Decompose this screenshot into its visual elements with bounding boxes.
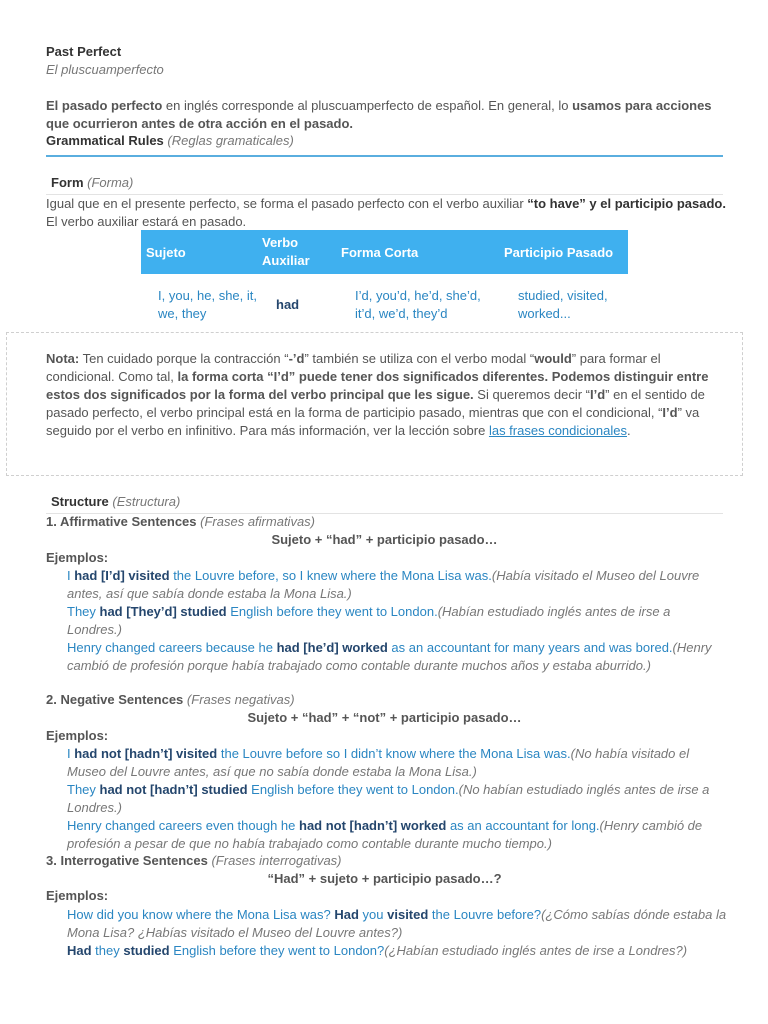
example-verb: had [They’d] studied	[99, 604, 227, 619]
example-sentence	[67, 942, 727, 960]
example-text: They	[67, 782, 100, 797]
table-header-cell: Verbo Auxiliar	[262, 230, 341, 274]
example-sentence	[67, 603, 727, 639]
example-verb: had [he’d] worked	[276, 640, 388, 655]
examples-label: Ejemplos:	[46, 888, 109, 903]
table-cell: I, you, he, she, it, we, they	[158, 288, 257, 321]
note-text: ” también se utiliza con el verbo modal “	[304, 351, 535, 366]
section-divider	[46, 155, 723, 157]
interrogative-title: 3. Interrogative Sentences	[46, 853, 208, 868]
note-text: Si queremos decir “	[473, 387, 590, 402]
example-text: English before they went to London.	[247, 782, 459, 797]
form-text-2: El verbo auxiliar estará en pasado.	[46, 214, 247, 229]
example-verb: visited	[387, 907, 429, 922]
page-title: Past Perfect	[46, 44, 122, 59]
example-sentence	[67, 567, 727, 603]
table-header-cell: Participio Pasado	[504, 230, 628, 274]
note-paragraph	[46, 350, 724, 440]
structure-heading	[51, 494, 180, 509]
table-header-cell: Forma Corta	[341, 230, 504, 274]
example-sentence	[67, 781, 727, 817]
example-text: How did you know where the Mona Lisa was?	[67, 907, 335, 922]
intro-text: en inglés corresponde al pluscuamperfecto de español. En general, lo	[162, 98, 573, 113]
example-verb: Had	[67, 943, 92, 958]
example-verb: studied	[123, 943, 170, 958]
note-text: ” en el sentido de pasado perfecto, el verbo principal está en la forma de participio pasado, mientras que con el condicional, “	[46, 387, 705, 420]
table-header-cell: Sujeto	[141, 230, 262, 274]
note-text: Ten cuidado porque la contracción “	[79, 351, 289, 366]
forms-table	[141, 230, 628, 336]
example-verb: had [I’d] visited	[74, 568, 170, 583]
example-text: the Louvre before, so I knew where the Mona Lisa was.	[169, 568, 492, 583]
example-translation: (Henry cambió de profesión a pesar de que no había trabajado como contable durante mucho tiempo.)	[67, 818, 703, 851]
note-bold: la forma corta “I’d” puede tener dos significados diferentes. Podemos distinguir entre estos dos significados por la forma del verbo principal que les sigue.	[46, 369, 709, 402]
example-sentence	[67, 817, 727, 853]
example-text: they	[91, 943, 124, 958]
note-bold: -’d	[288, 351, 305, 366]
example-translation: (Habían estudiado inglés antes de irse a Londres.)	[67, 604, 671, 637]
example-text: as an accountant for long.	[446, 818, 600, 833]
affirmative-heading	[46, 514, 315, 529]
example-translation: (Había visitado el Museo del Louvre antes, así que sabía donde estaba la Mona Lisa.)	[67, 568, 700, 601]
example-text: Henry changed careers even though he	[67, 818, 299, 833]
intro-bold: El pasado perfecto	[46, 98, 163, 113]
note-text: ” para formar el condicional. Como tal,	[46, 351, 661, 384]
note-text: ” va seguido por el verbo en infinitivo. Para más información, ver la lección sobre	[46, 405, 700, 438]
table-cell: I’d, you’d, he’d, she’d, it’d, we’d, they’d	[355, 288, 481, 321]
intro-paragraph	[46, 97, 726, 133]
table-cell: had	[276, 297, 300, 312]
example-verb: had not [hadn’t] visited	[74, 746, 218, 761]
example-translation: (Henry cambió de profesión porque había trabajado como contable durante muchos años y estaba aburrido.)	[67, 640, 712, 673]
example-text: Henry changed careers because he	[67, 640, 277, 655]
form-bold: “to have” y el participio pasado.	[527, 196, 726, 211]
negative-title: 2. Negative Sentences	[46, 692, 184, 707]
example-text: They	[67, 604, 100, 619]
affirmative-title-es: (Frases afirmativas)	[200, 514, 316, 529]
example-verb: Had	[334, 907, 359, 922]
rules-heading	[46, 133, 294, 148]
rules-title-es: (Reglas gramaticales)	[167, 133, 294, 148]
note-bold: would	[534, 351, 572, 366]
example-text: the Louvre before?	[428, 907, 542, 922]
examples-label: Ejemplos:	[46, 728, 109, 743]
examples-label: Ejemplos:	[46, 550, 109, 565]
example-translation: (No habían estudiado inglés antes de irse a Londres.)	[67, 782, 710, 815]
example-text: I	[67, 746, 75, 761]
example-text: I	[67, 568, 75, 583]
structure-title-es: (Estructura)	[112, 494, 181, 509]
form-heading	[51, 175, 133, 190]
rules-title: Grammatical Rules	[46, 133, 164, 148]
interrogative-heading	[46, 853, 342, 868]
interrogative-formula: “Had” + sujeto + participio pasado…?	[267, 871, 502, 886]
example-verb: had not [hadn’t] studied	[99, 782, 248, 797]
example-sentence	[67, 745, 727, 781]
form-title-es: (Forma)	[87, 175, 134, 190]
example-verb: had not [hadn’t] worked	[299, 818, 447, 833]
conditionals-link[interactable]: las frases condicionales	[488, 423, 627, 438]
example-translation: (¿Habían estudiado inglés antes de irse a Londres?)	[384, 943, 688, 958]
example-text: English before they went to London.	[226, 604, 438, 619]
note-label: Nota:	[46, 351, 80, 366]
negative-title-es: (Frases negativas)	[186, 692, 295, 707]
affirmative-formula: Sujeto + “had” + participio pasado…	[271, 532, 498, 547]
page-subtitle: El pluscuamperfecto	[46, 62, 164, 77]
form-title: Form	[51, 175, 84, 190]
example-text: you	[358, 907, 388, 922]
negative-heading	[46, 692, 295, 707]
affirmative-title: 1. Affirmative Sentences	[46, 514, 197, 529]
intro-bold-2: usamos para acciones que ocurrieron antes de otra acción en el pasado.	[46, 98, 712, 131]
table-cell: studied, visited, worked...	[518, 288, 608, 321]
note-text: .	[626, 423, 631, 438]
example-text: English before they went to London?	[169, 943, 385, 958]
structure-title: Structure	[51, 494, 109, 509]
interrogative-title-es: (Frases interrogativas)	[211, 853, 342, 868]
example-sentence	[67, 906, 727, 942]
note-bold: I’d	[662, 405, 678, 420]
table-header-row	[141, 230, 628, 274]
table-row	[141, 274, 628, 336]
example-translation: (¿Cómo sabías dónde estaba la Mona Lisa? ¿Habías visitado el Museo del Louvre antes?)	[67, 907, 727, 940]
example-translation: (No había visitado el Museo del Louvre antes, así que no sabía donde estaba la Mona Lisa.)	[67, 746, 690, 779]
example-text: as an accountant for many years and was bored.	[387, 640, 673, 655]
negative-formula: Sujeto + “had” + “not” + participio pasado…	[247, 710, 522, 725]
example-text: the Louvre before so I didn’t know where the Mona Lisa was.	[217, 746, 571, 761]
example-sentence	[67, 639, 727, 675]
form-paragraph	[46, 195, 726, 231]
form-text-1: Igual que en el presente perfecto, se forma el pasado perfecto con el verbo auxiliar	[46, 196, 528, 211]
note-bold: I’d	[590, 387, 606, 402]
